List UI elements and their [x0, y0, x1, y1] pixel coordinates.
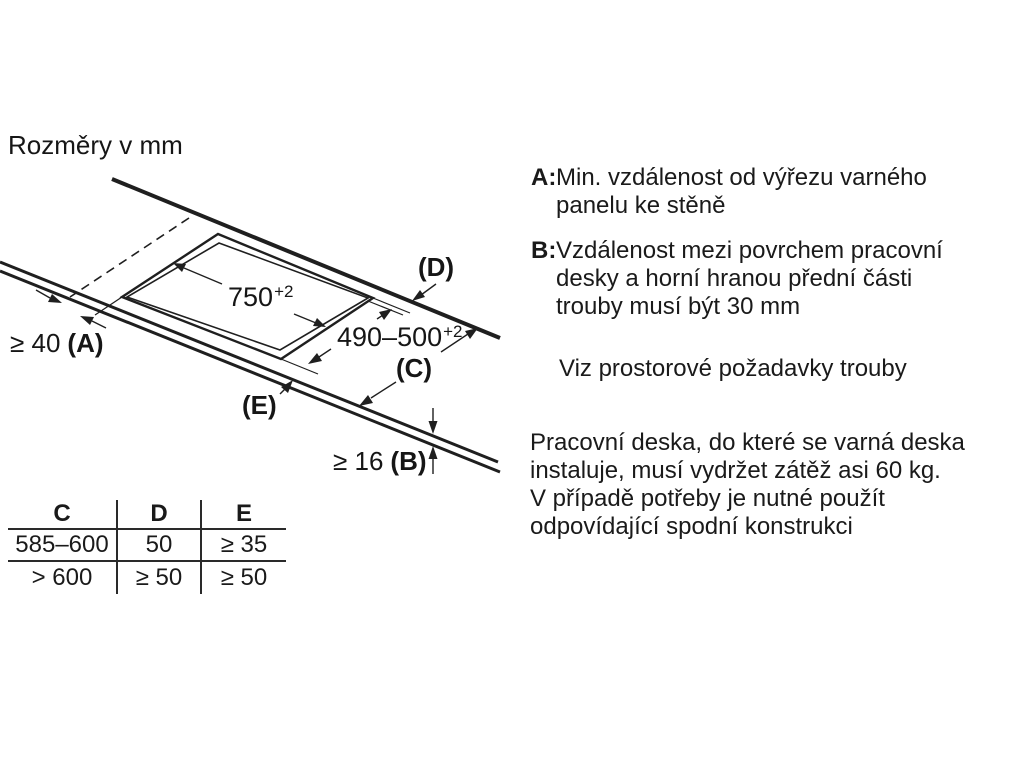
dimension-thickness-value: ≥ 16: [333, 446, 384, 476]
note-b-label: B:: [531, 237, 557, 264]
dimension-side-label: [10, 328, 104, 359]
dimension-side-value: ≥ 40: [10, 328, 61, 358]
dimension-thickness-label: [333, 446, 427, 477]
note-a: [531, 164, 927, 220]
dimension-table: [8, 500, 286, 594]
dimension-d-pointer: [412, 284, 436, 301]
note-b-text: [556, 237, 943, 321]
note-a-text: [556, 164, 927, 220]
table-header-d: D: [116, 500, 200, 530]
table-cell-r2c2: ≥ 50: [116, 562, 200, 594]
dimension-depth-value: 490–500: [337, 322, 443, 352]
table-cell-r1c3: ≥ 35: [200, 530, 286, 562]
note-load-line1: Pracovní deska, do které se varná deska: [530, 429, 965, 456]
note-b-line1: Vzdálenost mezi povrchem pracovní: [556, 237, 943, 264]
ref-label-c: (C): [396, 353, 433, 383]
note-b-line3: trouby musí být 30 mm: [556, 293, 801, 320]
note-load: [530, 429, 965, 541]
dimension-thickness-b: [429, 408, 438, 474]
ref-label-b: (B): [390, 446, 427, 476]
note-load-line4: odpovídající spodní konstrukci: [530, 513, 853, 540]
dimension-width-value: 750: [228, 282, 274, 312]
note-load-line2: instaluje, musí vydržet zátěž asi 60 kg.: [530, 457, 941, 484]
table-cell-r1c2: 50: [116, 530, 200, 562]
page-title: Rozměry v mm: [8, 130, 183, 160]
table-header-e: E: [200, 500, 286, 530]
table-cell-r2c1: > 600: [31, 564, 93, 591]
note-a-label: A:: [531, 164, 557, 191]
ref-label-e: (E): [242, 390, 277, 420]
table-cell-r1c1: 585–600: [8, 530, 116, 562]
note-a-line2: panelu ke stěně: [556, 192, 726, 219]
side-wall-dashed-line: [70, 218, 189, 297]
table-cell-r2c3: ≥ 50: [200, 562, 286, 594]
dimension-width-label: [228, 282, 293, 313]
note-b-line2: desky a horní hranou přední části: [556, 265, 913, 292]
note-b: [531, 237, 943, 321]
note-load-line3: V případě potřeby je nutné použít: [530, 485, 885, 512]
ref-label-a: (A): [67, 328, 104, 358]
note-a-line1: Min. vzdálenost od výřezu varného: [556, 164, 927, 191]
table-header-c: C: [8, 500, 116, 530]
note-see-also: Viz prostorové požadavky trouby: [559, 355, 907, 382]
dimension-depth-tolerance: +2: [443, 322, 463, 341]
dimension-width-tolerance: +2: [274, 282, 294, 301]
ref-label-d: (D): [418, 252, 455, 282]
dimension-depth-label: [337, 322, 463, 353]
